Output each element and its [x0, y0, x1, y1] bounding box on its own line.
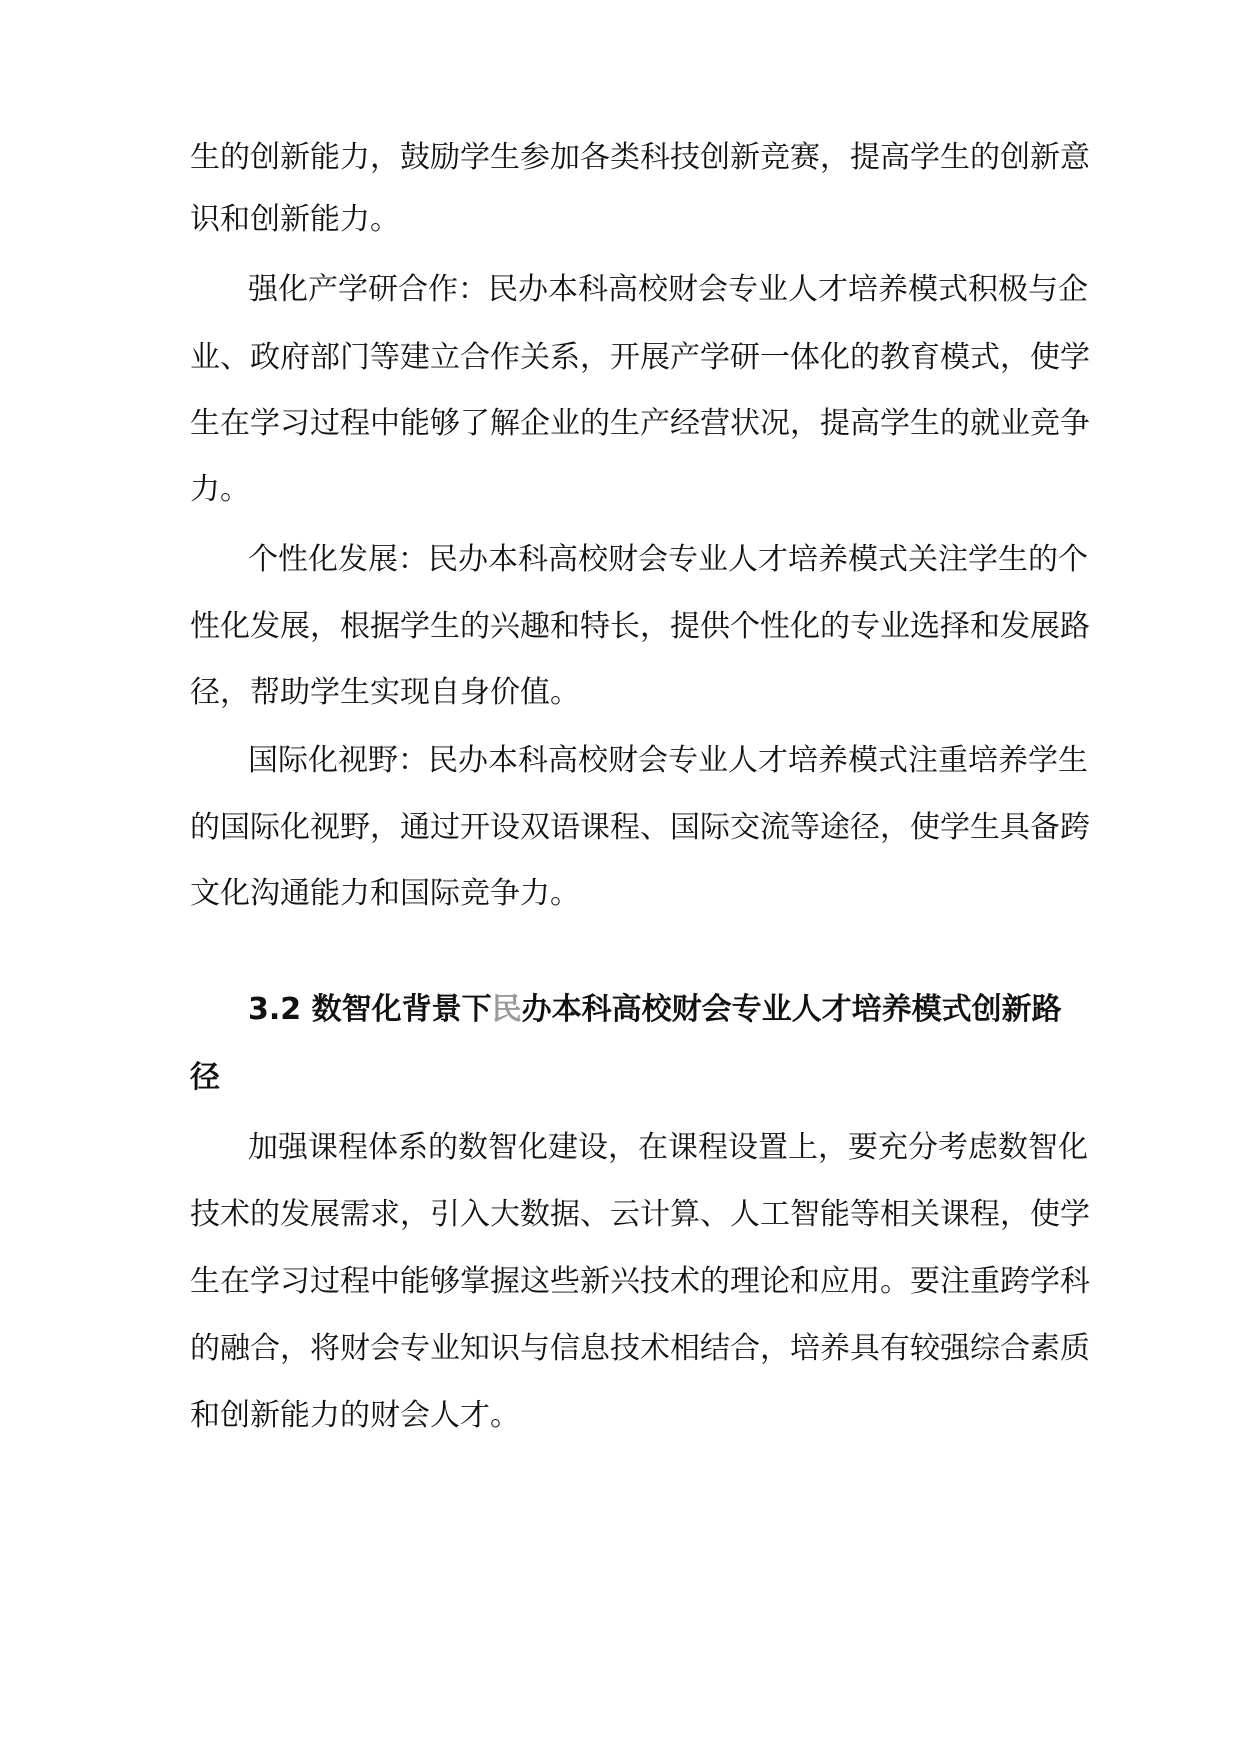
paragraph-line: 径，帮助学生实现自身价值。	[190, 675, 580, 710]
paragraph-line: 力。	[190, 472, 250, 507]
paragraph-line: 技术的发展需求，引入大数据、云计算、人工智能等相关课程，使学	[190, 1197, 1090, 1232]
paragraph-line: 国际化视野：民办本科高校财会专业人才培养模式注重培养学生	[248, 743, 1088, 778]
section-heading	[248, 990, 1062, 1030]
paragraph-line: 强化产学研合作：民办本科高校财会专业人才培养模式积极与企	[248, 272, 1088, 307]
paragraph-line: 加强课程体系的数智化建设，在课程设置上，要充分考虑数智化	[248, 1130, 1088, 1165]
section-heading-part: 3.2 数智化背景下	[248, 992, 492, 1027]
paragraph-line: 识和创新能力。	[190, 202, 400, 237]
section-heading-part: 民	[491, 992, 522, 1027]
paragraph-line: 的国际化视野，通过开设双语课程、国际交流等途径，使学生具备跨	[190, 810, 1090, 845]
paragraph-line: 性化发展，根据学生的兴趣和特长，提供个性化的专业选择和发展路	[190, 609, 1090, 644]
paragraph-line: 的融合，将财会专业知识与信息技术相结合，培养具有较强综合素质	[190, 1331, 1090, 1366]
paragraph-line: 文化沟通能力和国际竞争力。	[190, 876, 580, 911]
paragraph-line: 业、政府部门等建立合作关系，开展产学研一体化的教育模式，使学	[190, 340, 1090, 375]
paragraph-line: 生的创新能力，鼓励学生参加各类科技创新竞赛，提高学生的创新意	[190, 140, 1090, 175]
paragraph-line: 个性化发展：民办本科高校财会专业人才培养模式关注学生的个	[248, 542, 1088, 577]
paragraph-line: 生在学习过程中能够了解企业的生产经营状况，提高学生的就业竞争	[190, 406, 1090, 441]
section-heading-part: 办本科高校财会专业人才培养模式创新路	[521, 992, 1062, 1027]
paragraph-line: 生在学习过程中能够掌握这些新兴技术的理论和应用。要注重跨学科	[190, 1264, 1090, 1299]
section-heading-line: 径	[190, 1060, 220, 1095]
paragraph-line: 和创新能力的财会人才。	[190, 1398, 520, 1433]
